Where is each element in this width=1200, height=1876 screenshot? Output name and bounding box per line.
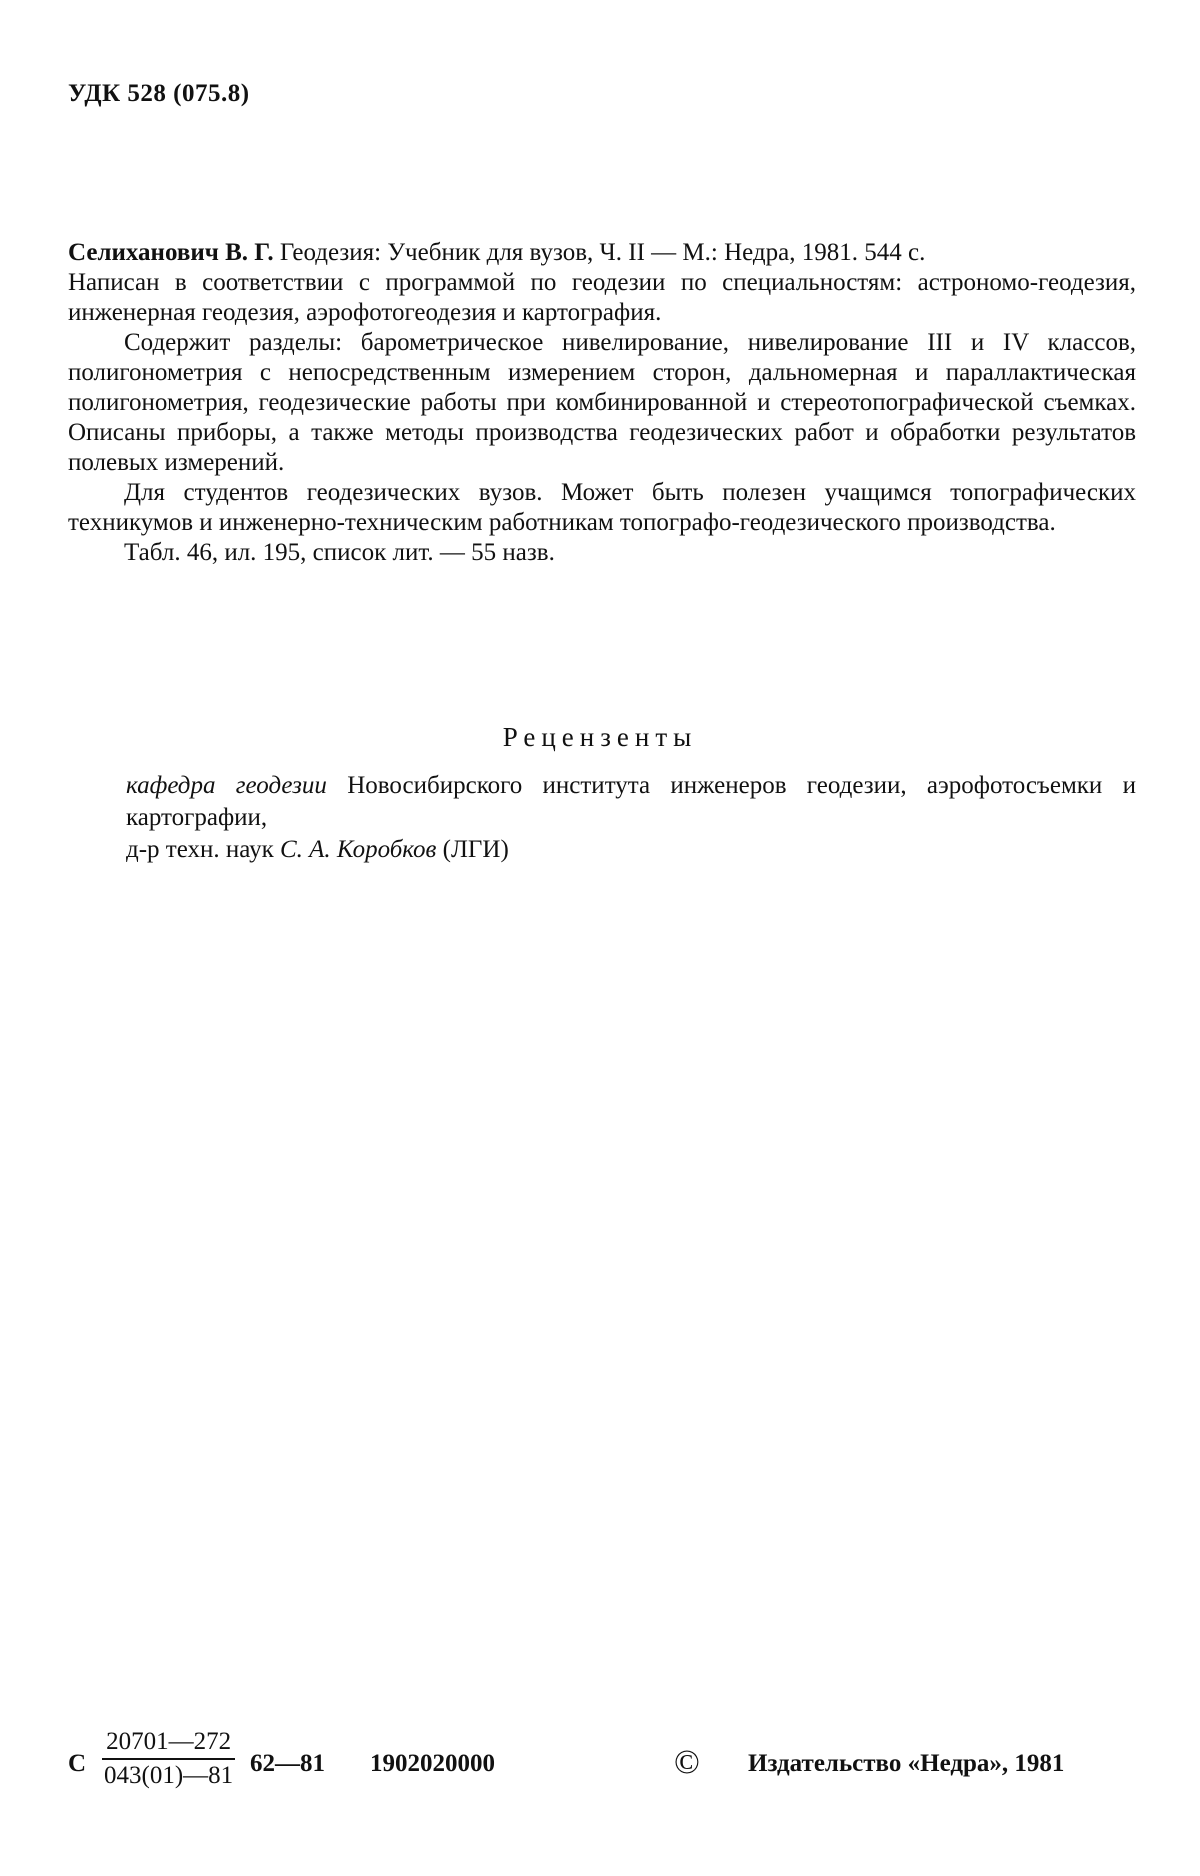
index-letter: С [68,1750,87,1777]
copyright-icon: © [674,1744,700,1781]
annotation-paragraph-4: Табл. 46, ил. 195, список лит. — 55 назв. [124,539,555,566]
reviewer-2-degree: д-р техн. наук [126,836,280,863]
annotation-paragraph-1: Написан в соответствии с программой по геодезии по специальностям: астрономо-геодезия, инженерная геодезия, аэрофотогеодезия и картография. [68,269,1136,326]
fraction-denominator: 043(01)—81 [104,1762,234,1789]
citation-text: Геодезия: Учебник для вузов, Ч. II — М.: Недра, 1981. 544 с. [273,239,926,266]
reviewer-1-dept: кафедра геодезии [126,772,327,799]
publisher-imprint: Издательство «Недра», 1981 [748,1750,1065,1777]
annotation-paragraph-2: Содержит разделы: барометрическое нивелирование, нивелирование III и IV классов, полигонометрия с непосредственным измерением сторон, дальномерная и параллактическая полигонометрия, геодезические работы при комбинированной и стереотопографической съемках. Описаны приборы, а также методы производства геодезических работ и обработки результатов полевых измерений. [68,329,1136,476]
reviewer-1 [126,770,1136,834]
reviewer-2-name: С. А. Коробков [279,836,437,863]
reviewer-2-affiliation: (ЛГИ) [436,836,509,863]
bibliographic-annotation [68,238,1136,568]
plan-code: 62—81 [250,1750,325,1777]
index-fraction [102,1728,235,1790]
reviewers-block [126,770,1136,866]
classification-code: 1902020000 [370,1750,495,1777]
imprint-footer [68,1728,1136,1808]
author-name: Селиханович В. Г. [68,239,274,266]
reviewer-2 [126,834,1136,866]
annotation-paragraph-3: Для студентов геодезических вузов. Может быть полезен учащимся топографических техникумов и инженерно-техническим работникам топографо-геодезического производства. [68,479,1136,536]
reviewer-1-institution: Новосибирского института инженеров геодезии, аэрофотосъемки и картографии, [126,772,1136,831]
fraction-numerator: 20701—272 [102,1728,235,1760]
annotation-citation [68,238,1136,268]
udk-code: УДК 528 (075.8) [68,80,250,107]
reviewers-title: Рецензенты [502,722,698,752]
